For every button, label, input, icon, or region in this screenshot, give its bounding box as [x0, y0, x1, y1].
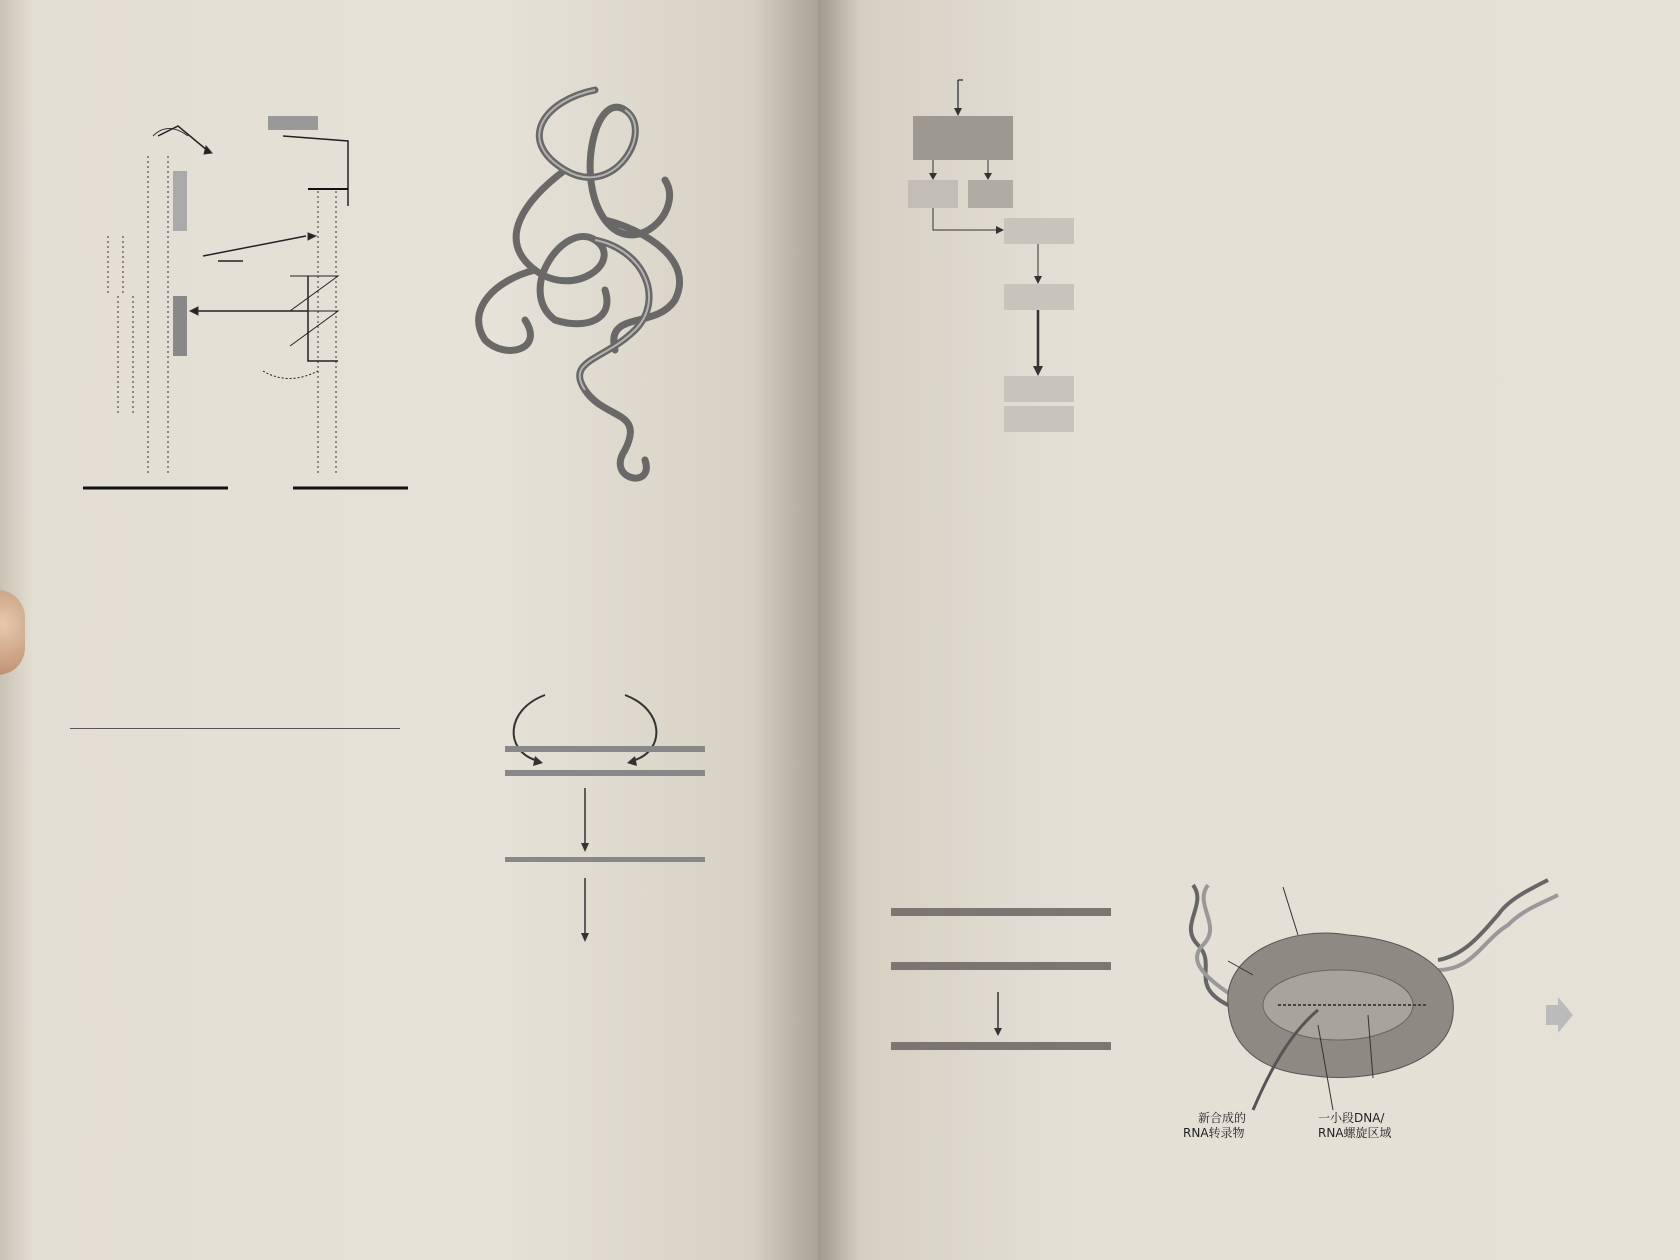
- new-rna-label2: RNA转录物: [1183, 1126, 1245, 1140]
- small-region-label1: 一小段DNA/: [1318, 1111, 1385, 1125]
- small-region-label2: RNA螺旋区域: [1318, 1126, 1392, 1140]
- fig16-central-dogma: [465, 660, 785, 980]
- right-page: [818, 0, 1680, 1260]
- fig17-b-polymerase: [1168, 865, 1588, 1140]
- section-rule: [70, 728, 400, 729]
- fig15-3d-ribbon: [455, 60, 745, 510]
- left-page: [0, 0, 818, 1260]
- fig17-a: [873, 870, 1173, 1090]
- flowchart-12: [878, 70, 1128, 465]
- section-heading: [70, 650, 400, 684]
- fig15-secondary-structure: [78, 96, 448, 506]
- new-rna-label1: 新合成的: [1198, 1111, 1247, 1125]
- thumb: [0, 590, 25, 675]
